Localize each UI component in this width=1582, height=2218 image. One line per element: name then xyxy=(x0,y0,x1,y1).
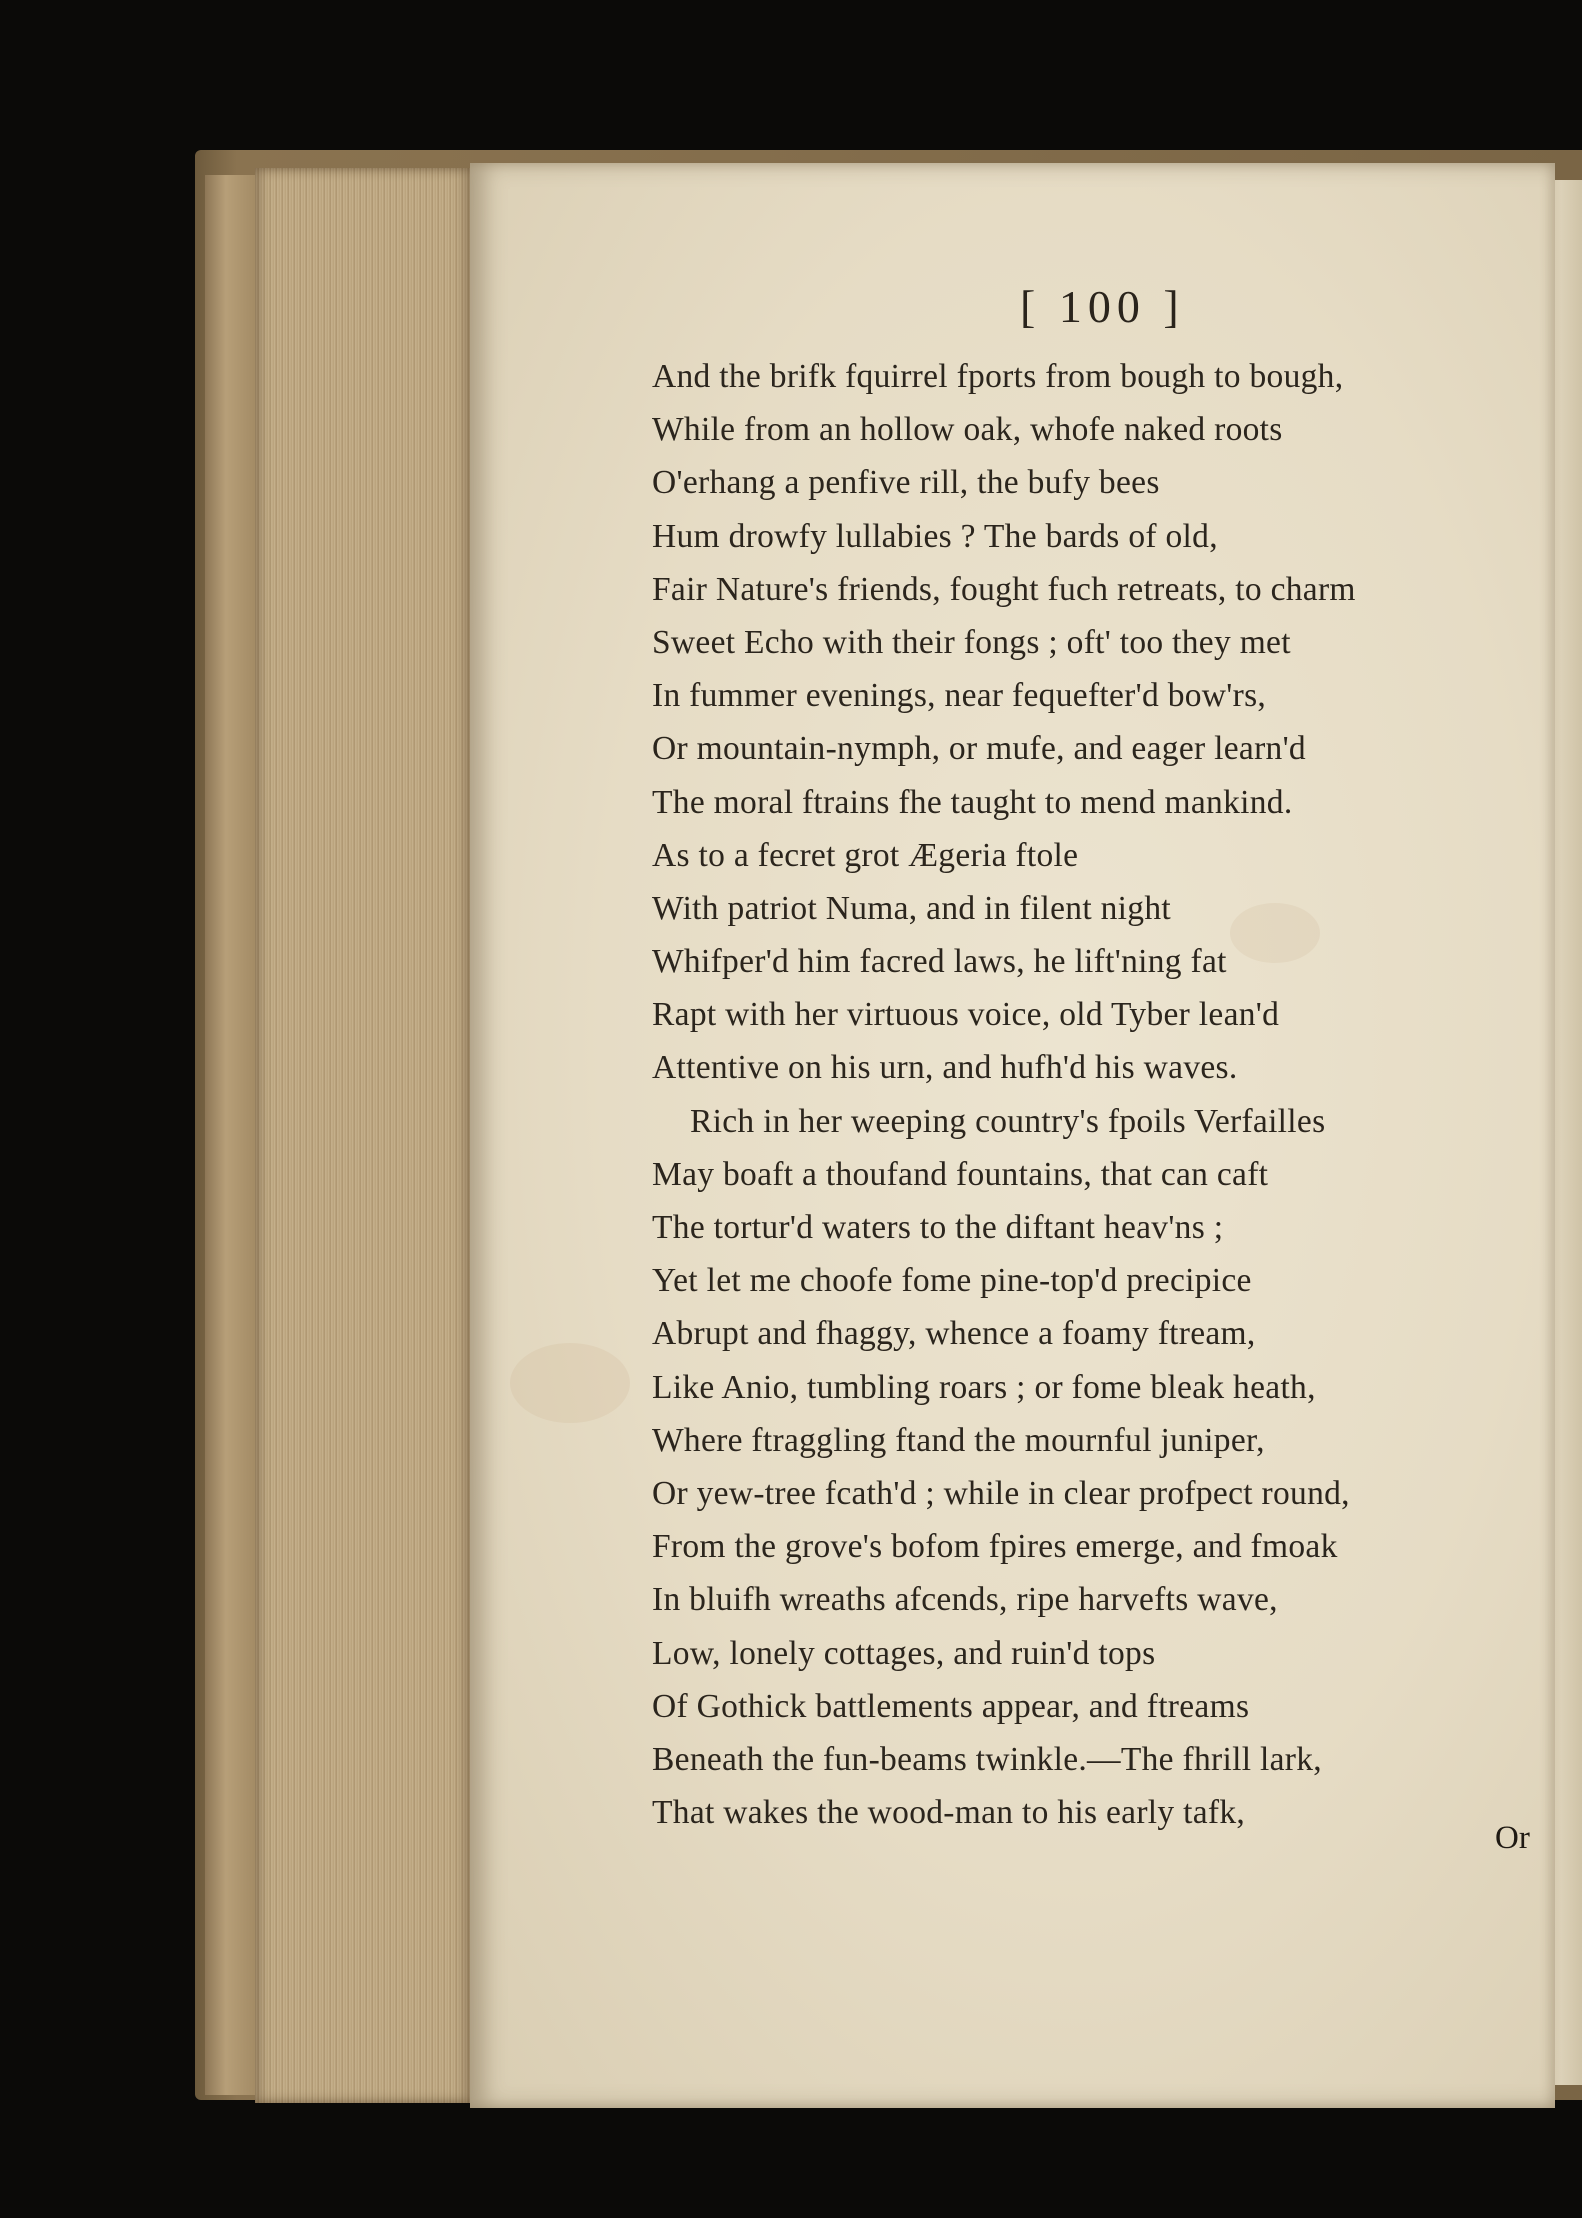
poem-line: As to a fecret grot Ægeria ftole xyxy=(652,836,1079,874)
poem-line: In fummer evenings, near fequefter'd bow'rs, xyxy=(652,677,1267,715)
page-block-edge xyxy=(255,168,473,2103)
poem-line: Fair Nature's friends, fought fuch retreats, to charm xyxy=(652,570,1356,608)
poem-line: Abrupt and fhaggy, whence a foamy ftream, xyxy=(652,1315,1256,1353)
poem-line: Low, lonely cottages, and ruin'd tops xyxy=(652,1634,1156,1672)
poem-line: From the grove's bofom fpires emerge, and fmoak xyxy=(652,1528,1338,1566)
poem-line: In bluifh wreaths afcends, ripe harvefts wave, xyxy=(652,1581,1278,1619)
poem-line: With patriot Numa, and in filent night xyxy=(652,889,1171,927)
catchword: Or xyxy=(1495,1820,1530,1856)
poem-line: Rich in her weeping country's fpoils Verfailles xyxy=(690,1102,1326,1140)
poem-line: Or yew-tree fcath'd ; while in clear profpect round, xyxy=(652,1474,1350,1512)
poem-line: Like Anio, tumbling roars ; or fome bleak heath, xyxy=(652,1368,1316,1406)
poem-line: Sweet Echo with their fongs ; oft' too they met xyxy=(652,623,1291,661)
poem-line: Yet let me choofe fome pine-top'd precipice xyxy=(652,1262,1252,1300)
poem-line: Where ftraggling ftand the mournful juniper, xyxy=(652,1421,1265,1459)
poem-line: Attentive on his urn, and hufh'd his waves. xyxy=(652,1049,1238,1087)
poem-line: O'erhang a penfive rill, the bufy bees xyxy=(652,464,1160,502)
poem-line: May boaft a thoufand fountains, that can caft xyxy=(652,1155,1269,1193)
poem-line: Rapt with her virtuous voice, old Tyber lean'd xyxy=(652,996,1280,1034)
poem-line: Of Gothick battlements appear, and ftreams xyxy=(652,1687,1250,1725)
poem-line: Hum drowfy lullabies ? The bards of old, xyxy=(652,517,1218,555)
poem-line: And the brifk fquirrel fports from bough to bough, xyxy=(652,358,1344,395)
poem-text xyxy=(652,350,1356,1839)
poem-line: Or mountain-nymph, or mufe, and eager learn'd xyxy=(652,730,1306,768)
poem-line: Beneath the fun-beams twinkle.—The fhrill lark, xyxy=(652,1740,1322,1778)
poem-line: That wakes the wood-man to his early tafk, xyxy=(652,1794,1246,1832)
poem-line: The moral ftrains fhe taught to mend mankind. xyxy=(652,783,1293,821)
page-number: [ 100 ] xyxy=(1020,281,1185,332)
binding-edge xyxy=(205,175,257,2095)
poem-line: Whifper'd him facred laws, he lift'ning fat xyxy=(652,943,1227,981)
poem-line: While from an hollow oak, whofe naked roots xyxy=(652,411,1283,449)
poem-line: The tortur'd waters to the diftant heav'ns ; xyxy=(652,1209,1224,1246)
paper-stain xyxy=(510,1343,630,1423)
